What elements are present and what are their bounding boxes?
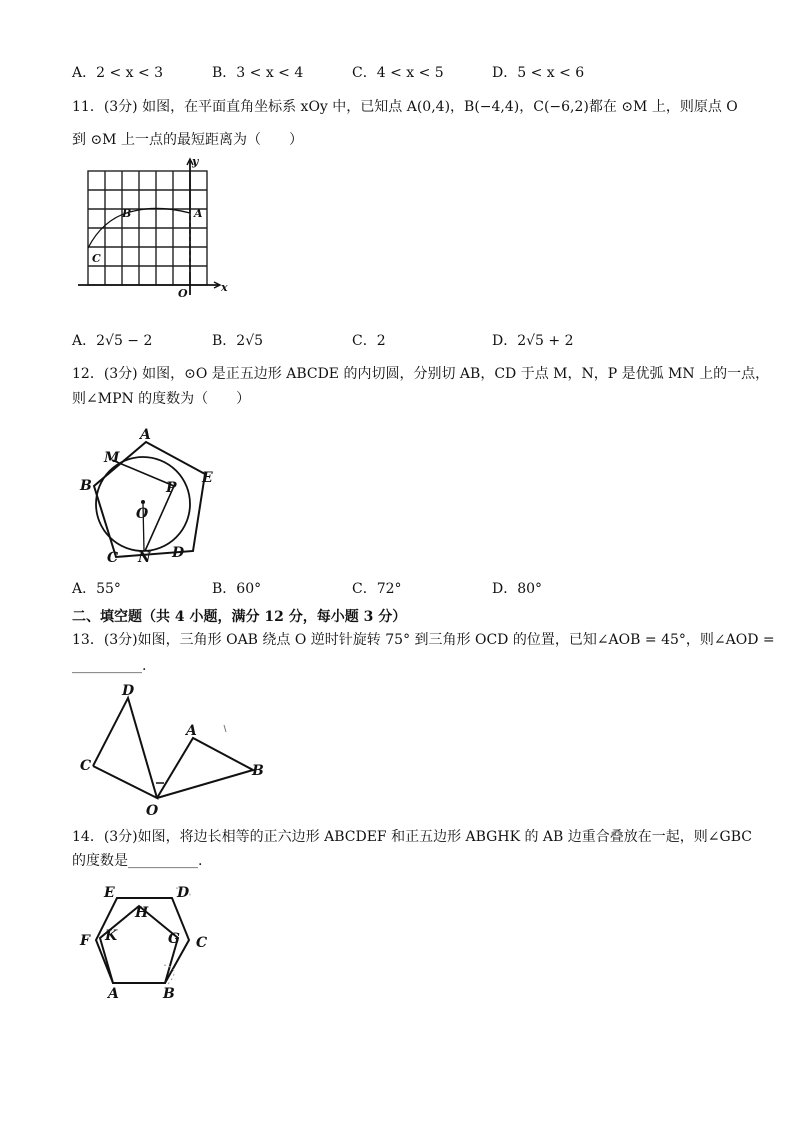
- section-2-title: 二、填空题（共 4 小题，满分 12 分，每小题 3 分）: [72, 609, 407, 625]
- q12-label-n: N: [138, 550, 151, 566]
- q14-label-e: E: [104, 885, 115, 901]
- q11-stem-line2: 到 ⊙M 上一点的最短距离为（ ）: [72, 132, 303, 148]
- q11-option-d: D．2√5 + 2: [492, 333, 574, 349]
- q13-label-o: O: [146, 803, 159, 819]
- q11-figure-grid: [74, 155, 234, 310]
- q11-label-y: y: [192, 155, 199, 168]
- q14-label-f: F: [80, 933, 90, 949]
- q11-label-x: x: [221, 281, 228, 294]
- q14-label-c: C: [196, 935, 208, 951]
- q12-label-b: B: [80, 478, 92, 494]
- q13-label-b: B: [252, 763, 264, 779]
- q14-label-b: B: [163, 986, 175, 1002]
- q12-stem-line2: 则∠MPN 的度数为（ ）: [72, 391, 251, 407]
- q12-label-c: C: [107, 550, 119, 566]
- q12-label-m: M: [104, 450, 120, 466]
- q13-label-c: C: [80, 758, 92, 774]
- q11-label-o: O: [178, 287, 188, 300]
- q12-stem-line1: 12．(3分) 如图，⊙O 是正五边形 ABCDE 的内切圆，分别切 AB，CD 于点 M，N，P 是优弧 MN 上的一点，: [72, 366, 770, 382]
- q12-label-e: E: [202, 470, 213, 486]
- q12-figure-pentagon: [72, 420, 232, 570]
- q11-option-c: C．2: [352, 333, 386, 349]
- q14-stem-line2: 的度数是__________.: [72, 853, 203, 869]
- q12-label-d: D: [172, 545, 185, 561]
- q11-label-c: C: [92, 252, 101, 265]
- q10-option-c: C．4 < x < 5: [352, 65, 444, 81]
- q14-label-k: K: [105, 928, 118, 944]
- q12-label-p: P: [166, 480, 177, 496]
- q10-option-a: A．2 < x < 3: [72, 65, 164, 81]
- q12-option-d: D．80°: [492, 581, 543, 597]
- q13-figure-rotation: [72, 680, 272, 820]
- q14-label-g: G: [168, 931, 180, 947]
- q12-option-b: B．60°: [212, 581, 262, 597]
- q14-label-d: D: [177, 885, 190, 901]
- q11-label-a: A: [194, 207, 203, 220]
- q10-option-d: D．5 < x < 6: [492, 65, 585, 81]
- q13-label-a: A: [186, 723, 197, 739]
- q13-stem-line2: __________.: [72, 658, 147, 674]
- q11-option-b: B．2√5: [212, 333, 264, 349]
- q11-label-b: B: [122, 207, 132, 220]
- q11-stem-line1: 11．(3分) 如图，在平面直角坐标系 xOy 中，已知点 A(0,4)，B(−4,4)，C(−6,2)都在 ⊙M 上，则原点 O: [72, 99, 738, 115]
- q14-label-a: A: [108, 986, 119, 1002]
- q14-label-h: H: [135, 905, 149, 921]
- q11-option-a: A．2√5 − 2: [72, 333, 153, 349]
- q12-option-c: C．72°: [352, 581, 402, 597]
- q14-figure-hexagon-pentagon: [72, 880, 232, 1008]
- q10-option-b: B．3 < x < 4: [212, 65, 304, 81]
- q14-stem-line1: 14．(3分)如图，将边长相等的正六边形 ABCDEF 和正五边形 ABGHK 的 AB 边重合叠放在一起，则∠GBC: [72, 829, 752, 845]
- q12-label-a: A: [140, 427, 151, 443]
- q12-option-a: A．55°: [72, 581, 121, 597]
- q13-stem-line1: 13．(3分)如图，三角形 OAB 绕点 O 逆时针旋转 75° 到三角形 OCD 的位置，已知∠AOB = 45°，则∠AOD =: [72, 632, 775, 648]
- q12-label-o: O: [136, 506, 149, 522]
- q13-label-d: D: [122, 683, 135, 699]
